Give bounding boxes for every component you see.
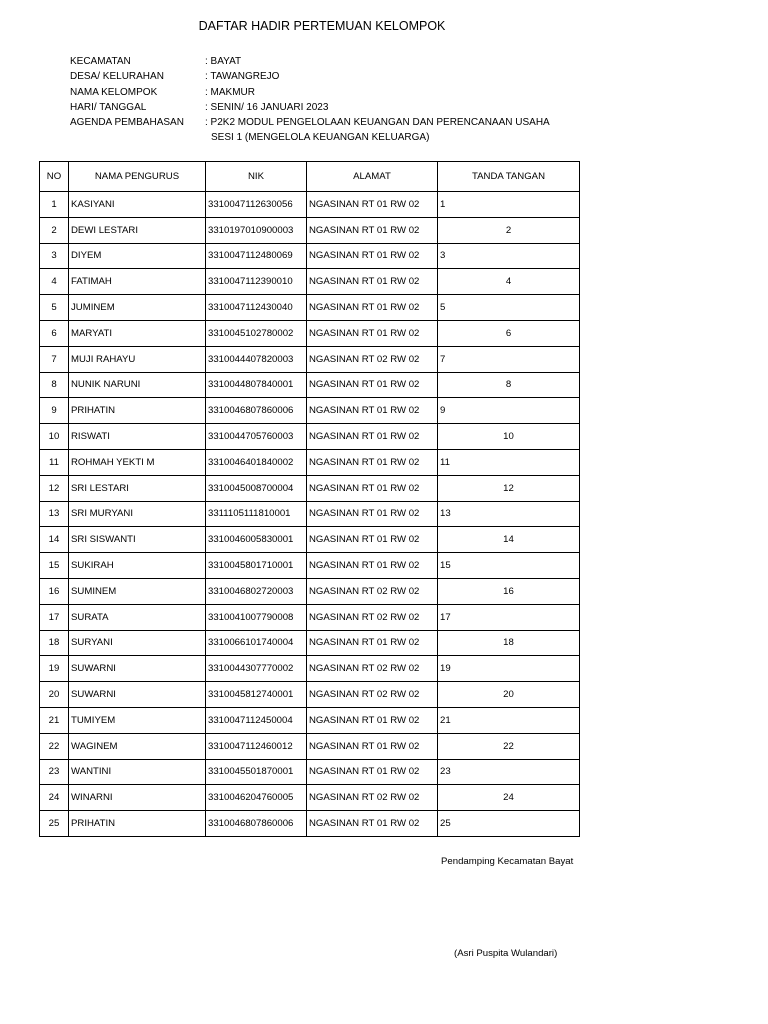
cell-nik: 3310044307770002	[206, 656, 307, 682]
cell-alamat: NGASINAN RT 01 RW 02	[307, 475, 438, 501]
cell-alamat: NGASINAN RT 02 RW 02	[307, 578, 438, 604]
table-header-row	[40, 162, 580, 192]
cell-tanda-tangan: 5	[438, 295, 580, 321]
cell-tanda-tangan: 18	[438, 630, 580, 656]
cell-alamat: NGASINAN RT 01 RW 02	[307, 630, 438, 656]
cell-alamat: NGASINAN RT 01 RW 02	[307, 243, 438, 269]
cell-nik: 3310046401840002	[206, 449, 307, 475]
cell-nik: 3310046802720003	[206, 578, 307, 604]
table-row	[40, 553, 580, 579]
cell-nik: 3310041007790008	[206, 604, 307, 630]
cell-nama: NUNIK NARUNI	[69, 372, 206, 398]
cell-nik: 3310046005830001	[206, 527, 307, 553]
cell-no: 2	[40, 217, 69, 243]
table-row	[40, 707, 580, 733]
info-row-agenda	[70, 115, 550, 130]
table-row	[40, 630, 580, 656]
cell-no: 23	[40, 759, 69, 785]
cell-alamat: NGASINAN RT 02 RW 02	[307, 346, 438, 372]
cell-alamat: NGASINAN RT 01 RW 02	[307, 707, 438, 733]
table-row	[40, 295, 580, 321]
cell-tanda-tangan: 11	[438, 449, 580, 475]
cell-tanda-tangan: 19	[438, 656, 580, 682]
cell-no: 13	[40, 501, 69, 527]
table-row	[40, 269, 580, 295]
info-label: KECAMATAN	[70, 56, 131, 67]
cell-nik: 3310045801710001	[206, 553, 307, 579]
cell-tanda-tangan: 3	[438, 243, 580, 269]
cell-tanda-tangan: 22	[438, 733, 580, 759]
cell-nik: 3310047112480069	[206, 243, 307, 269]
info-row-tanggal	[70, 100, 550, 115]
info-label: DESA/ KELURAHAN	[70, 71, 164, 83]
table-row	[40, 811, 580, 837]
cell-nik: 3310045102780002	[206, 320, 307, 346]
table-row	[40, 527, 580, 553]
cell-alamat: NGASINAN RT 01 RW 02	[307, 320, 438, 346]
cell-nama: DIYEM	[69, 243, 206, 269]
table-row	[40, 759, 580, 785]
table-row	[40, 501, 580, 527]
info-row-kelompok	[70, 85, 550, 100]
cell-tanda-tangan: 21	[438, 707, 580, 733]
cell-nik: 3310045008700004	[206, 475, 307, 501]
cell-no: 5	[40, 295, 69, 321]
header-no: NO	[40, 162, 69, 192]
cell-alamat: NGASINAN RT 01 RW 02	[307, 398, 438, 424]
cell-nik: 3310044705760003	[206, 424, 307, 450]
header-nama: NAMA PENGURUS	[69, 162, 206, 192]
cell-alamat: NGASINAN RT 01 RW 02	[307, 372, 438, 398]
table-row	[40, 372, 580, 398]
cell-nik: 3310046204760005	[206, 785, 307, 811]
meeting-info	[70, 54, 550, 146]
info-value: : SENIN/ 16 JANUARI 2023	[205, 101, 329, 113]
cell-tanda-tangan: 8	[438, 372, 580, 398]
cell-nama: FATIMAH	[69, 269, 206, 295]
cell-tanda-tangan: 16	[438, 578, 580, 604]
cell-tanda-tangan: 20	[438, 682, 580, 708]
cell-nama: SUKIRAH	[69, 553, 206, 579]
cell-nama: SURATA	[69, 604, 206, 630]
cell-no: 22	[40, 733, 69, 759]
cell-no: 14	[40, 527, 69, 553]
cell-no: 7	[40, 346, 69, 372]
cell-nama: KASIYANI	[69, 192, 206, 218]
cell-tanda-tangan: 7	[438, 346, 580, 372]
cell-alamat: NGASINAN RT 01 RW 02	[307, 811, 438, 837]
agenda-continuation: SESI 1 (MENGELOLA KEUANGAN KELUARGA)	[211, 132, 430, 144]
cell-nik: 3310047112460012	[206, 733, 307, 759]
cell-tanda-tangan: 25	[438, 811, 580, 837]
cell-no: 24	[40, 785, 69, 811]
cell-nama: WINARNI	[69, 785, 206, 811]
table-row	[40, 243, 580, 269]
cell-nama: SRI SISWANTI	[69, 527, 206, 553]
cell-tanda-tangan: 9	[438, 398, 580, 424]
table-row	[40, 682, 580, 708]
table-row	[40, 346, 580, 372]
cell-nama: SRI LESTARI	[69, 475, 206, 501]
cell-nik: 3310045812740001	[206, 682, 307, 708]
cell-no: 20	[40, 682, 69, 708]
cell-no: 6	[40, 320, 69, 346]
cell-tanda-tangan: 14	[438, 527, 580, 553]
cell-nik: 3310046807860006	[206, 398, 307, 424]
info-value: : TAWANGREJO	[205, 71, 280, 83]
info-value: : MAKMUR	[205, 86, 255, 98]
cell-no: 3	[40, 243, 69, 269]
attendance-table	[39, 161, 580, 837]
info-label: HARI/ TANGGAL	[70, 101, 147, 113]
table-row	[40, 578, 580, 604]
cell-nik: 3310046807860006	[206, 811, 307, 837]
cell-alamat: NGASINAN RT 01 RW 02	[307, 759, 438, 785]
cell-nik: 3310047112390010	[206, 269, 307, 295]
cell-no: 12	[40, 475, 69, 501]
cell-tanda-tangan: 24	[438, 785, 580, 811]
header-tanda-tangan: TANDA TANGAN	[438, 162, 580, 192]
cell-nama: SURYANI	[69, 630, 206, 656]
cell-no: 4	[40, 269, 69, 295]
cell-nama: SUWARNI	[69, 682, 206, 708]
cell-nama: ROHMAH YEKTI M	[69, 449, 206, 475]
header-nik: NIK	[206, 162, 307, 192]
table-row	[40, 398, 580, 424]
cell-nama: RISWATI	[69, 424, 206, 450]
table-row	[40, 656, 580, 682]
cell-alamat: NGASINAN RT 02 RW 02	[307, 604, 438, 630]
cell-no: 19	[40, 656, 69, 682]
cell-nama: JUMINEM	[69, 295, 206, 321]
cell-nama: MUJI RAHAYU	[69, 346, 206, 372]
cell-alamat: NGASINAN RT 01 RW 02	[307, 733, 438, 759]
header-alamat: ALAMAT	[307, 162, 438, 192]
info-row-desa	[70, 69, 550, 84]
cell-nama: WANTINI	[69, 759, 206, 785]
table-row	[40, 192, 580, 218]
cell-alamat: NGASINAN RT 01 RW 02	[307, 527, 438, 553]
cell-nik: 3310047112630056	[206, 192, 307, 218]
cell-alamat: NGASINAN RT 01 RW 02	[307, 553, 438, 579]
pendamping-label: Pendamping Kecamatan Bayat	[441, 856, 574, 867]
table-row	[40, 320, 580, 346]
cell-nik: 3310045501870001	[206, 759, 307, 785]
table-row	[40, 604, 580, 630]
cell-nik: 3310044807840001	[206, 372, 307, 398]
table-row	[40, 785, 580, 811]
info-value: : P2K2 MODUL PENGELOLAAN KEUANGAN DAN PERENCANAAN USAHA	[205, 117, 550, 129]
cell-tanda-tangan: 4	[438, 269, 580, 295]
cell-nama: SUMINEM	[69, 578, 206, 604]
cell-no: 8	[40, 372, 69, 398]
cell-no: 11	[40, 449, 69, 475]
info-row-kecamatan	[70, 54, 550, 69]
cell-nik: 3310047112450004	[206, 707, 307, 733]
cell-no: 15	[40, 553, 69, 579]
cell-alamat: NGASINAN RT 02 RW 02	[307, 785, 438, 811]
cell-alamat: NGASINAN RT 01 RW 02	[307, 295, 438, 321]
cell-no: 17	[40, 604, 69, 630]
cell-alamat: NGASINAN RT 01 RW 02	[307, 501, 438, 527]
cell-nik: 3310066101740004	[206, 630, 307, 656]
cell-tanda-tangan: 17	[438, 604, 580, 630]
info-label: AGENDA PEMBAHASAN	[70, 117, 184, 129]
cell-alamat: NGASINAN RT 01 RW 02	[307, 192, 438, 218]
cell-nama: TUMIYEM	[69, 707, 206, 733]
cell-alamat: NGASINAN RT 01 RW 02	[307, 269, 438, 295]
signer-name: (Asri Puspita Wulandari)	[454, 948, 558, 959]
table-body	[40, 192, 580, 837]
cell-tanda-tangan: 12	[438, 475, 580, 501]
cell-nama: WAGINEM	[69, 733, 206, 759]
table-row	[40, 424, 580, 450]
cell-tanda-tangan: 10	[438, 424, 580, 450]
cell-nama: DEWI LESTARI	[69, 217, 206, 243]
cell-tanda-tangan: 2	[438, 217, 580, 243]
cell-nama: SRI MURYANI	[69, 501, 206, 527]
table-row	[40, 475, 580, 501]
table-row	[40, 217, 580, 243]
cell-no: 18	[40, 630, 69, 656]
table-row	[40, 449, 580, 475]
cell-tanda-tangan: 1	[438, 192, 580, 218]
cell-no: 21	[40, 707, 69, 733]
cell-nik: 3310044407820003	[206, 346, 307, 372]
cell-nik: 3310197010900003	[206, 217, 307, 243]
cell-no: 9	[40, 398, 69, 424]
cell-nama: SUWARNI	[69, 656, 206, 682]
cell-no: 1	[40, 192, 69, 218]
table-row	[40, 733, 580, 759]
cell-no: 10	[40, 424, 69, 450]
document-title: DAFTAR HADIR PERTEMUAN KELOMPOK	[198, 19, 446, 33]
cell-no: 25	[40, 811, 69, 837]
cell-nik: 3310047112430040	[206, 295, 307, 321]
cell-tanda-tangan: 13	[438, 501, 580, 527]
cell-tanda-tangan: 15	[438, 553, 580, 579]
cell-alamat: NGASINAN RT 02 RW 02	[307, 682, 438, 708]
info-value: : BAYAT	[205, 56, 242, 67]
info-label: NAMA KELOMPOK	[70, 86, 158, 98]
cell-nama: MARYATI	[69, 320, 206, 346]
cell-alamat: NGASINAN RT 01 RW 02	[307, 217, 438, 243]
cell-alamat: NGASINAN RT 01 RW 02	[307, 449, 438, 475]
cell-nik: 3311105111810001	[206, 501, 307, 527]
cell-tanda-tangan: 6	[438, 320, 580, 346]
cell-alamat: NGASINAN RT 01 RW 02	[307, 424, 438, 450]
cell-nama: PRIHATIN	[69, 398, 206, 424]
cell-alamat: NGASINAN RT 02 RW 02	[307, 656, 438, 682]
cell-tanda-tangan: 23	[438, 759, 580, 785]
cell-no: 16	[40, 578, 69, 604]
cell-nama: PRIHATIN	[69, 811, 206, 837]
